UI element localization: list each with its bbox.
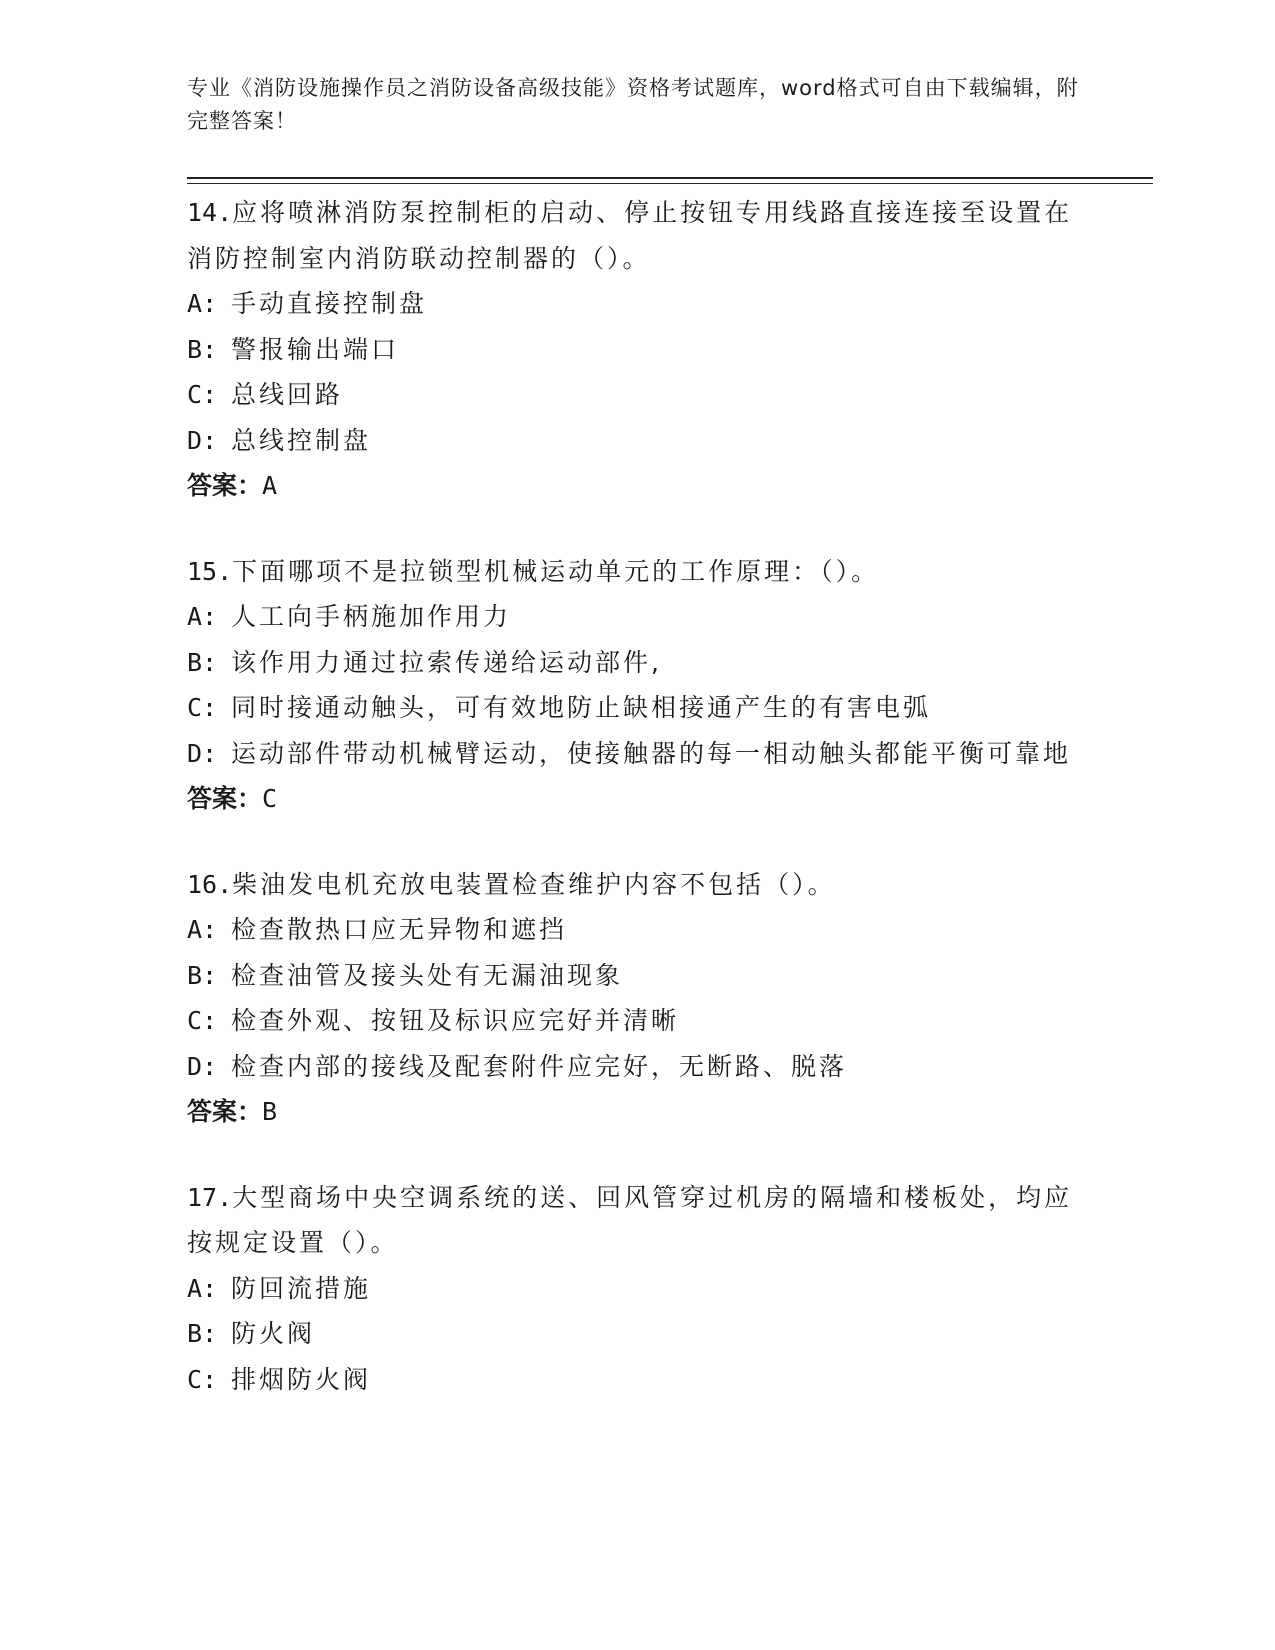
document-header: 专业《消防设施操作员之消防设备高级技能》资格考试题库，word格式可自由下载编辑，附完整答案！ (187, 76, 1079, 133)
option-c (187, 1357, 1087, 1403)
question-text: 大型商场中央空调系统的送、回风管穿过机房的隔墙和楼板处，均应按规定设置（）。 (187, 1182, 1073, 1257)
question-number: 16. (187, 869, 233, 899)
option-text: 检查散热口应无异物和遮挡 (231, 915, 568, 944)
question-number: 17. (187, 1182, 233, 1212)
option-text: 防火阀 (231, 1319, 316, 1348)
option-a (187, 594, 1087, 640)
answer-value: B (262, 1097, 278, 1126)
option-b (187, 640, 1087, 686)
option-key: A: (187, 289, 218, 318)
option-key: A: (187, 915, 218, 944)
question-15 (187, 549, 1087, 822)
option-a (187, 907, 1087, 953)
question-16 (187, 862, 1087, 1135)
question-text: 下面哪项不是拉锁型机械运动单元的工作原理：（）。 (232, 556, 880, 586)
option-text: 防回流措施 (231, 1273, 372, 1303)
option-b (187, 953, 1087, 999)
question-stem (187, 862, 1087, 908)
question-stem (187, 549, 1087, 595)
option-text: 手动直接控制盘 (231, 289, 428, 318)
question-17 (187, 1175, 1087, 1403)
option-key: A: (187, 1273, 218, 1303)
option-key: D: (187, 738, 218, 768)
question-stem (187, 1175, 1087, 1266)
answer-label: 答案： (187, 784, 263, 813)
option-key: C: (187, 380, 218, 409)
option-text: 人工向手柄施加作用力 (231, 602, 512, 631)
question-text: 柴油发电机充放电装置检查维护内容不包括（）。 (232, 869, 836, 899)
option-key: C: (187, 1364, 218, 1394)
answer-line (187, 463, 1087, 509)
option-text: 该作用力通过拉索传递给运动部件, (231, 647, 662, 677)
option-text: 排烟防火阀 (231, 1364, 372, 1394)
option-text: 警报输出端口 (231, 334, 400, 364)
option-key: A: (187, 602, 218, 631)
answer-label: 答案： (187, 1097, 263, 1126)
option-text: 检查油管及接头处有无漏油现象 (231, 960, 624, 990)
question-14 (187, 190, 1087, 509)
option-c (187, 998, 1087, 1044)
header-rule-top (187, 177, 1153, 179)
option-c (187, 372, 1087, 418)
answer-line (187, 776, 1087, 822)
option-c (187, 685, 1087, 731)
option-key: B: (187, 960, 218, 990)
option-key: D: (187, 425, 218, 455)
answer-value: A (262, 471, 278, 500)
option-b (187, 1311, 1087, 1357)
question-stem (187, 190, 1087, 281)
option-key: B: (187, 334, 218, 364)
option-text: 检查内部的接线及配套附件应完好，无断路、脱落 (231, 1051, 848, 1081)
option-key: B: (187, 647, 218, 677)
option-text: 总线回路 (231, 380, 344, 409)
answer-label: 答案： (187, 471, 263, 500)
option-text: 检查外观、按钮及标识应完好并清晰 (231, 1006, 680, 1035)
question-list (187, 190, 1087, 1442)
option-d (187, 1044, 1087, 1090)
option-key: B: (187, 1319, 218, 1348)
option-b (187, 327, 1087, 373)
option-text: 运动部件带动机械臂运动，使接触器的每一相动触头都能平衡可靠地 (231, 738, 1072, 768)
header-rule-bottom (187, 183, 1153, 184)
option-key: C: (187, 693, 218, 722)
answer-line (187, 1089, 1087, 1135)
option-key: C: (187, 1006, 218, 1035)
question-text: 应将喷淋消防泵控制柜的启动、停止按钮专用线路直接连接至设置在消防控制室内消防联动控制器的（）。 (187, 198, 1073, 273)
option-text: 总线控制盘 (231, 425, 372, 455)
option-d (187, 731, 1087, 777)
option-a (187, 1266, 1087, 1312)
option-key: D: (187, 1051, 218, 1081)
option-a (187, 281, 1087, 327)
option-d (187, 418, 1087, 464)
answer-value: C (262, 784, 278, 813)
question-number: 15. (187, 556, 233, 586)
question-number: 14. (187, 198, 233, 227)
option-text: 同时接通动触头，可有效地防止缺相接通产生的有害电弧 (231, 693, 932, 722)
